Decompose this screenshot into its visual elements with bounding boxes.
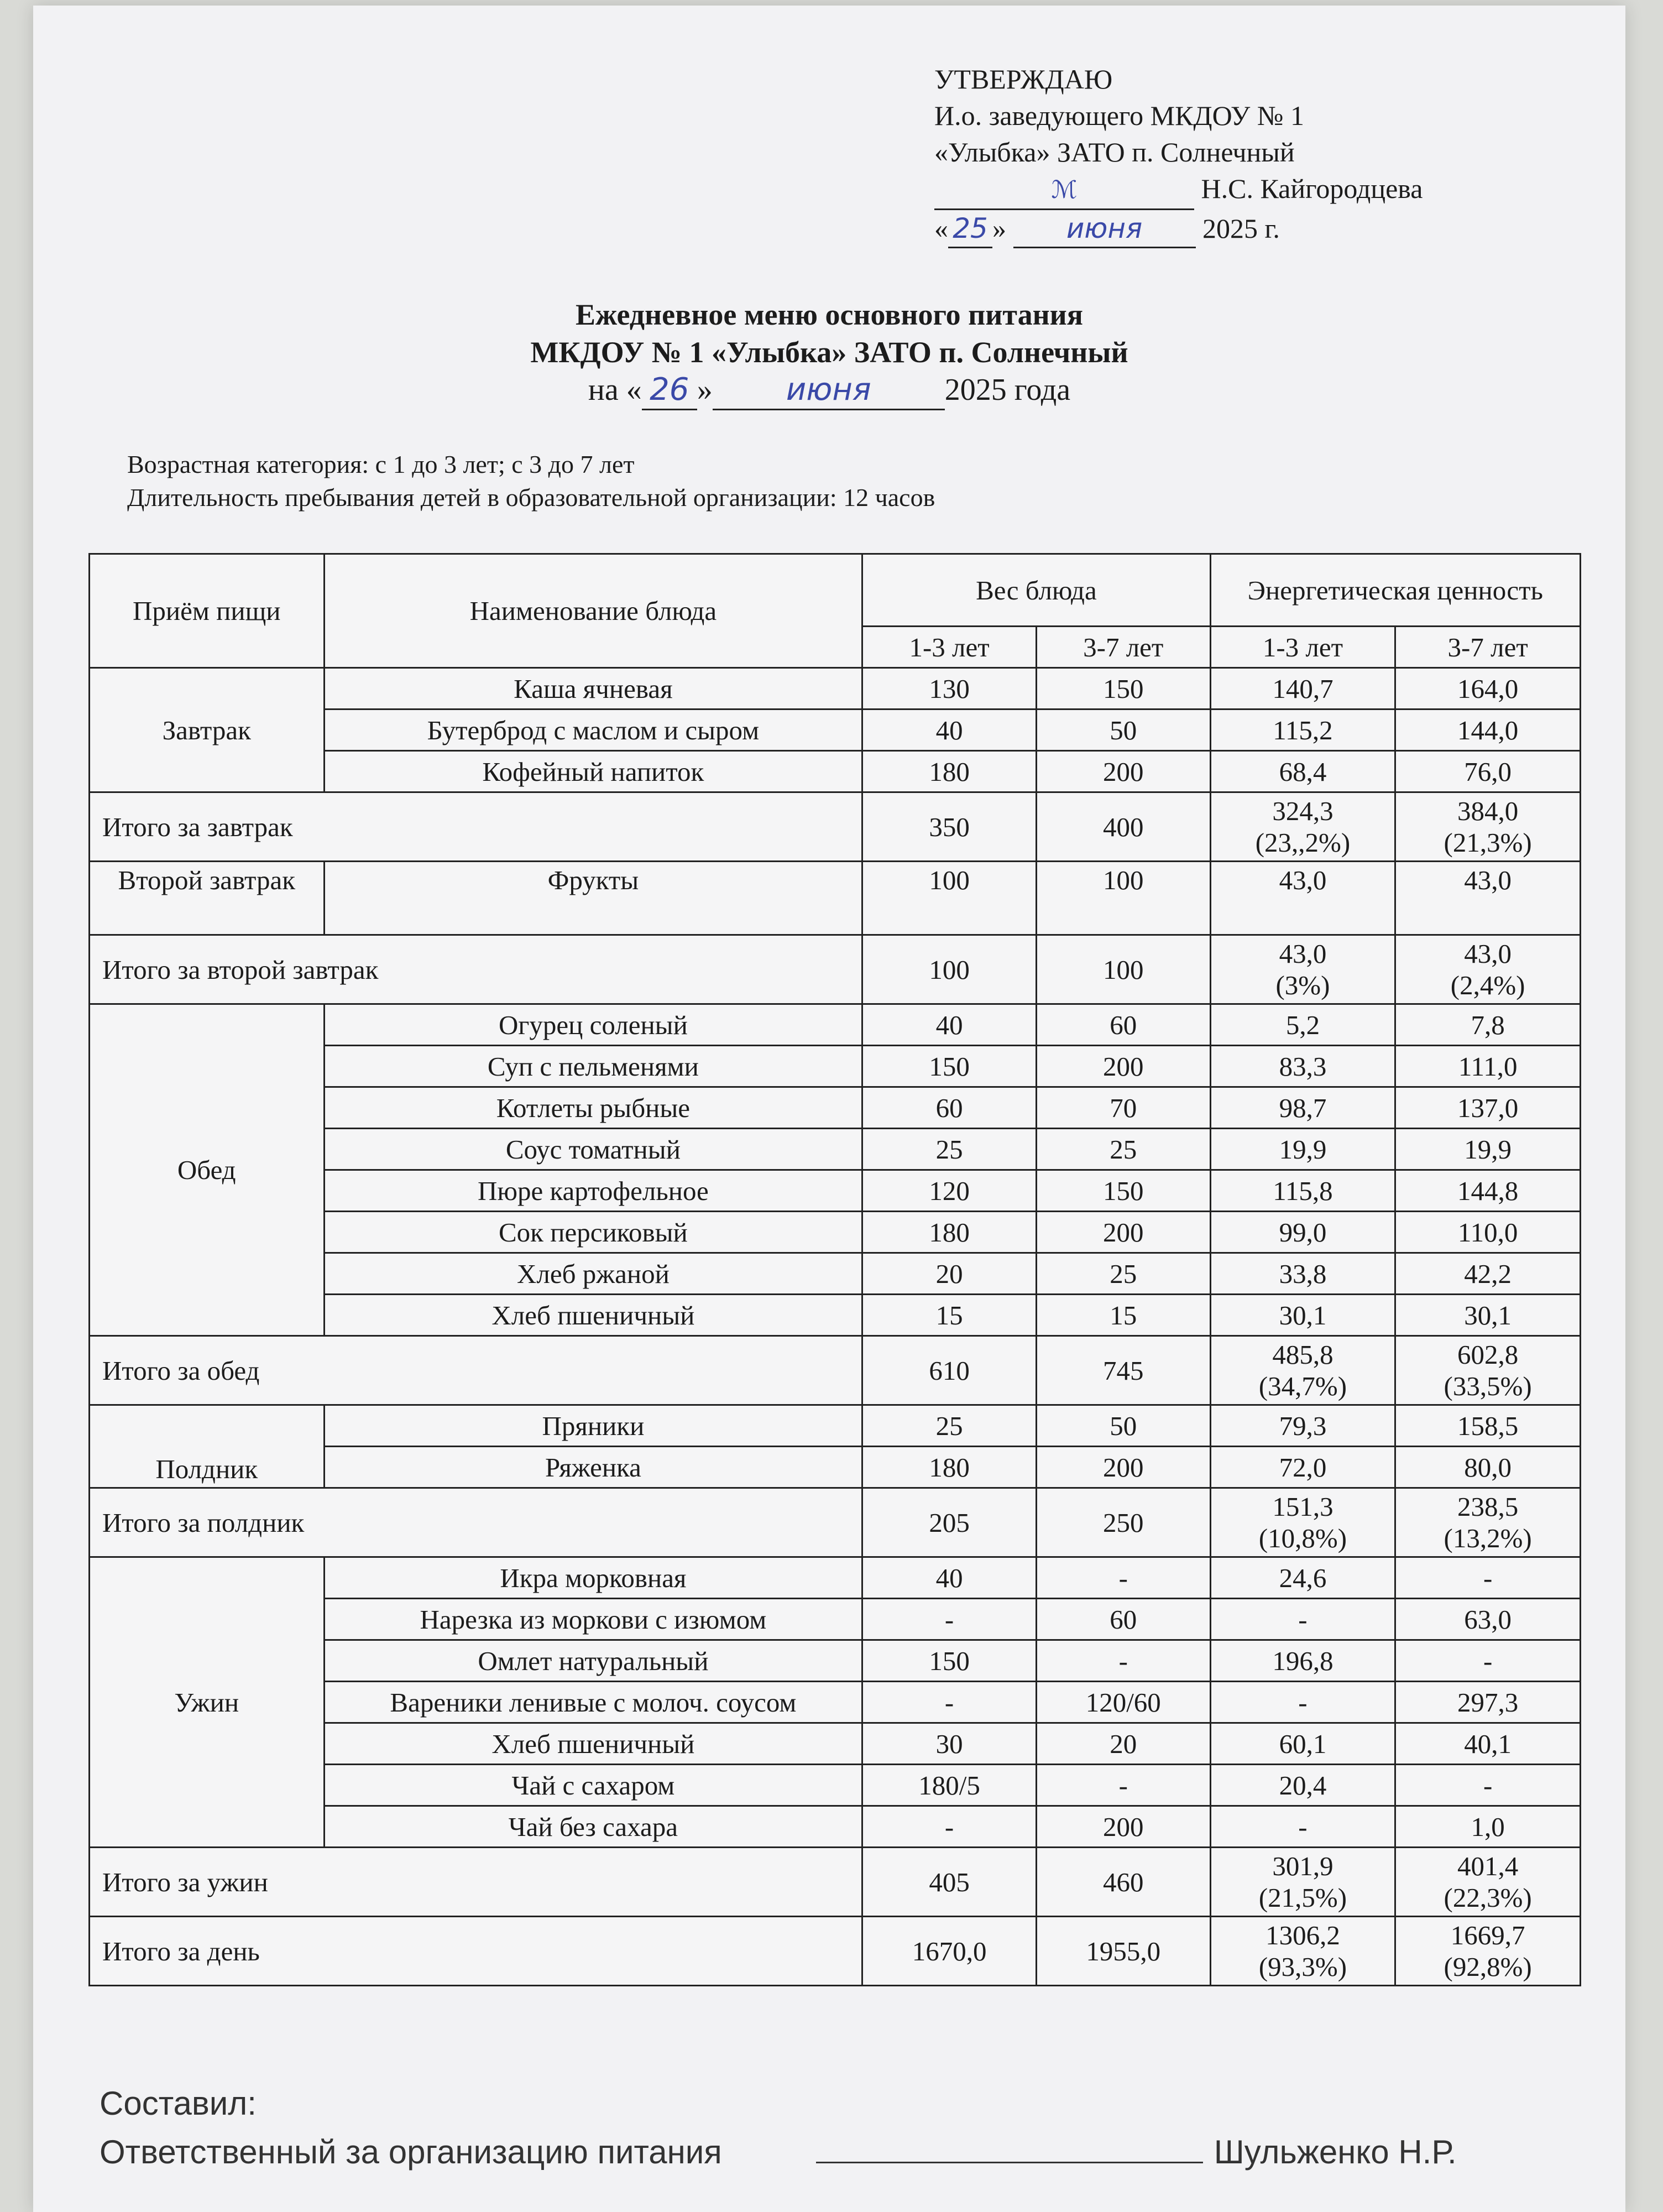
total-energy-value: 1669,7 (1450, 1920, 1525, 1950)
dish-name: Чай без сахара (324, 1806, 862, 1848)
meal-lunch: Обед (90, 1004, 325, 1336)
total-weight-age1: 100 (862, 935, 1037, 1004)
energy-age2: 164,0 (1395, 668, 1581, 709)
total-energy-age2 (1395, 1848, 1581, 1917)
dish-name: Кофейный напиток (324, 751, 862, 792)
approval-heading: УТВЕРЖДАЮ (934, 64, 1113, 95)
weight-age2: 100 (1036, 862, 1210, 935)
stay-duration: Длительность пребывания детей в образовательной организации: 12 часов (127, 483, 935, 512)
weight-age1: 15 (862, 1295, 1037, 1336)
approval-day: 25 (953, 212, 988, 244)
dish-name: Сок персиковый (324, 1212, 862, 1253)
energy-age2: 30,1 (1395, 1295, 1581, 1336)
meal-breakfast: Завтрак (90, 668, 325, 792)
title-date (33, 371, 1625, 410)
weight-age2: 25 (1036, 1253, 1210, 1295)
energy-age2: 40,1 (1395, 1723, 1581, 1765)
total-energy-age2 (1395, 1917, 1581, 1986)
total-energy-age2 (1395, 1336, 1581, 1405)
total-energy-value: 238,5 (1457, 1491, 1519, 1522)
energy-age1: - (1210, 1682, 1395, 1723)
total-row-day (90, 1917, 1581, 1986)
weight-age1: 180/5 (862, 1765, 1037, 1806)
weight-age2: 60 (1036, 1004, 1210, 1046)
meal-second-breakfast: Второй завтрак (90, 862, 325, 935)
title-day-blank (642, 371, 697, 410)
approval-year: 2025 г. (1202, 213, 1280, 244)
table-row (90, 1557, 1581, 1599)
total-weight-age1: 350 (862, 792, 1037, 862)
dish-name: Нарезка из моркови с изюмом (324, 1599, 862, 1640)
energy-age2: 1,0 (1395, 1806, 1581, 1848)
total-energy-value: 301,9 (1272, 1851, 1333, 1881)
header-weight: Вес блюда (862, 554, 1210, 627)
table-row (90, 1004, 1581, 1046)
approval-position: И.о. заведующего МКДОУ № 1 (934, 100, 1304, 131)
total-energy-percent: (93,3%) (1258, 1952, 1347, 1982)
dish-name: Вареники ленивые с молоч. соусом (324, 1682, 862, 1723)
dish-name: Котлеты рыбные (324, 1087, 862, 1129)
approval-block (934, 61, 1423, 248)
weight-age2: 150 (1036, 1170, 1210, 1212)
energy-age1: 24,6 (1210, 1557, 1395, 1599)
dish-name: Ряженка (324, 1447, 862, 1488)
energy-age2: 63,0 (1395, 1599, 1581, 1640)
title-line-1: Ежедневное меню основного питания (575, 298, 1084, 331)
signature-line (816, 2162, 1203, 2163)
table-row (90, 862, 1581, 935)
energy-age2: 42,2 (1395, 1253, 1581, 1295)
total-energy-age2 (1395, 1488, 1581, 1557)
weight-age2: 200 (1036, 1046, 1210, 1087)
meal-snack: Полдник (90, 1405, 325, 1488)
total-label: Итого за обед (90, 1336, 862, 1405)
energy-age1: 33,8 (1210, 1253, 1395, 1295)
weight-age1: - (862, 1682, 1037, 1723)
weight-age1: 180 (862, 1447, 1037, 1488)
signature-blank (934, 170, 1194, 210)
dish-name: Огурец соленый (324, 1004, 862, 1046)
weight-age1: 180 (862, 1212, 1037, 1253)
meal-dinner: Ужин (90, 1557, 325, 1848)
energy-age2: 7,8 (1395, 1004, 1581, 1046)
total-weight-age1: 205 (862, 1488, 1037, 1557)
approval-month-blank (1013, 210, 1196, 248)
energy-age2: 144,8 (1395, 1170, 1581, 1212)
responsible-name: Шульженко Н.Р. (1214, 2133, 1457, 2171)
total-weight-age2: 745 (1036, 1336, 1210, 1405)
menu-table (88, 553, 1581, 1986)
weight-age2: 15 (1036, 1295, 1210, 1336)
dish-name: Хлеб пшеничный (324, 1723, 862, 1765)
total-energy-percent: (34,7%) (1258, 1371, 1347, 1401)
dish-name: Хлеб ржаной (324, 1253, 862, 1295)
total-row-dinner (90, 1848, 1581, 1917)
energy-age2: - (1395, 1557, 1581, 1599)
energy-age1: 140,7 (1210, 668, 1395, 709)
total-energy-age1 (1210, 935, 1395, 1004)
energy-age2: 43,0 (1395, 862, 1581, 935)
total-weight-age2: 460 (1036, 1848, 1210, 1917)
header-weight-age1: 1-3 лет (862, 627, 1037, 668)
energy-age1: 99,0 (1210, 1212, 1395, 1253)
energy-age1: 83,3 (1210, 1046, 1395, 1087)
weight-age1: 130 (862, 668, 1037, 709)
header-dish: Наименование блюда (324, 554, 862, 668)
header-weight-age2: 3-7 лет (1036, 627, 1210, 668)
weight-age1: 25 (862, 1129, 1037, 1170)
energy-age1: - (1210, 1599, 1395, 1640)
responsible-signature-row (100, 2128, 1457, 2177)
weight-age2: 200 (1036, 1212, 1210, 1253)
energy-age1: - (1210, 1806, 1395, 1848)
total-energy-age1 (1210, 1336, 1395, 1405)
energy-age2: 158,5 (1395, 1405, 1581, 1447)
energy-age2: 80,0 (1395, 1447, 1581, 1488)
weight-age1: 180 (862, 751, 1037, 792)
energy-age2: 144,0 (1395, 709, 1581, 751)
total-energy-percent: (22,3%) (1444, 1882, 1532, 1913)
weight-age1: 150 (862, 1046, 1037, 1087)
energy-age2: 19,9 (1395, 1129, 1581, 1170)
total-energy-percent: (23,,2%) (1255, 827, 1351, 858)
total-energy-age2 (1395, 792, 1581, 862)
title-day: 26 (650, 372, 689, 408)
approval-date: « 25 » июня 2025 г. (934, 210, 1423, 248)
total-weight-age2: 250 (1036, 1488, 1210, 1557)
total-energy-age1 (1210, 792, 1395, 862)
handwritten-signature: ℳ (1051, 176, 1078, 204)
weight-age1: 100 (862, 862, 1037, 935)
weight-age2: - (1036, 1557, 1210, 1599)
total-energy-percent: (33,5%) (1444, 1371, 1532, 1401)
title-line-2: МКДОУ № 1 «Улыбка» ЗАТО п. Солнечный (530, 336, 1128, 369)
energy-age1: 196,8 (1210, 1640, 1395, 1682)
energy-age2: - (1395, 1765, 1581, 1806)
weight-age2: 70 (1036, 1087, 1210, 1129)
weight-age2: - (1036, 1765, 1210, 1806)
weight-age1: 40 (862, 1004, 1037, 1046)
dish-name: Соус томатный (324, 1129, 862, 1170)
header-row (90, 554, 1581, 627)
weight-age1: 25 (862, 1405, 1037, 1447)
title-month: июня (786, 372, 871, 408)
energy-age2: 110,0 (1395, 1212, 1581, 1253)
approval-month: июня (1066, 212, 1143, 244)
total-energy-percent: (2,4%) (1450, 970, 1525, 1000)
weight-age2: 200 (1036, 1806, 1210, 1848)
header-energy-age2: 3-7 лет (1395, 627, 1581, 668)
approval-signer: Н.С. Кайгородцева (1201, 173, 1423, 204)
weight-age1: 40 (862, 1557, 1037, 1599)
title-year: 2025 года (944, 373, 1071, 407)
energy-age2: 137,0 (1395, 1087, 1581, 1129)
energy-age2: - (1395, 1640, 1581, 1682)
total-row-second-breakfast (90, 935, 1581, 1004)
total-energy-age1 (1210, 1917, 1395, 1986)
total-energy-percent: (21,3%) (1444, 827, 1532, 858)
weight-age1: 30 (862, 1723, 1037, 1765)
weight-age2: 200 (1036, 751, 1210, 792)
total-energy-percent: (92,8%) (1444, 1952, 1532, 1982)
total-label: Итого за ужин (90, 1848, 862, 1917)
approval-day-blank (948, 210, 992, 248)
weight-age2: 60 (1036, 1599, 1210, 1640)
dish-name: Бутерброд с маслом и сыром (324, 709, 862, 751)
age-category: Возрастная категория: с 1 до 3 лет; с 3 до 7 лет (127, 450, 635, 478)
responsible-role: Ответственный за организацию питания (100, 2133, 722, 2171)
energy-age1: 43,0 (1210, 862, 1395, 935)
total-energy-age1 (1210, 1488, 1395, 1557)
weight-age2: 50 (1036, 709, 1210, 751)
energy-age1: 79,3 (1210, 1405, 1395, 1447)
weight-age2: 50 (1036, 1405, 1210, 1447)
approval-org: «Улыбка» ЗАТО п. Солнечный (934, 137, 1295, 168)
weight-age2: 25 (1036, 1129, 1210, 1170)
header-meal: Приём пищи (90, 554, 325, 668)
title-date-prefix: на « (588, 373, 642, 407)
weight-age2: 200 (1036, 1447, 1210, 1488)
total-weight-age2: 400 (1036, 792, 1210, 862)
dish-name: Пряники (324, 1405, 862, 1447)
total-weight-age1: 405 (862, 1848, 1037, 1917)
title-date-mid: » (697, 373, 713, 407)
energy-age1: 72,0 (1210, 1447, 1395, 1488)
dish-name: Пюре картофельное (324, 1170, 862, 1212)
energy-age1: 30,1 (1210, 1295, 1395, 1336)
total-energy-value: 1306,2 (1265, 1920, 1340, 1950)
total-energy-percent: (21,5%) (1258, 1882, 1347, 1913)
document-title (33, 296, 1625, 410)
energy-age1: 98,7 (1210, 1087, 1395, 1129)
total-weight-age2: 100 (1036, 935, 1210, 1004)
weight-age2: 20 (1036, 1723, 1210, 1765)
energy-age1: 5,2 (1210, 1004, 1395, 1046)
header-energy: Энергетическая ценность (1210, 554, 1580, 627)
dish-name: Хлеб пшеничный (324, 1295, 862, 1336)
table-row (90, 1405, 1581, 1447)
table-row (90, 668, 1581, 709)
total-energy-percent: (10,8%) (1258, 1523, 1347, 1553)
total-row-breakfast (90, 792, 1581, 862)
weight-age1: 40 (862, 709, 1037, 751)
total-energy-percent: (13,2%) (1444, 1523, 1532, 1553)
approval-signature-line (934, 170, 1423, 210)
weight-age2: 120/60 (1036, 1682, 1210, 1723)
total-energy-value: 401,4 (1457, 1851, 1519, 1881)
total-energy-percent: (3%) (1275, 970, 1330, 1000)
energy-age1: 60,1 (1210, 1723, 1395, 1765)
total-label: Итого за завтрак (90, 792, 862, 862)
dish-name: Суп с пельменями (324, 1046, 862, 1087)
weight-age1: 150 (862, 1640, 1037, 1682)
weight-age1: - (862, 1599, 1037, 1640)
dish-name: Омлет натуральный (324, 1640, 862, 1682)
energy-age1: 19,9 (1210, 1129, 1395, 1170)
total-label: Итого за полдник (90, 1488, 862, 1557)
total-row-snack (90, 1488, 1581, 1557)
total-energy-value: 602,8 (1457, 1339, 1519, 1370)
header-energy-age1: 1-3 лет (1210, 627, 1395, 668)
energy-age2: 76,0 (1395, 751, 1581, 792)
total-energy-value: 43,0 (1279, 938, 1327, 969)
weight-age2: - (1036, 1640, 1210, 1682)
weight-age1: 120 (862, 1170, 1037, 1212)
energy-age1: 20,4 (1210, 1765, 1395, 1806)
total-energy-value: 485,8 (1272, 1339, 1333, 1370)
total-weight-age1: 1670,0 (862, 1917, 1037, 1986)
energy-age1: 115,8 (1210, 1170, 1395, 1212)
dish-name: Икра морковная (324, 1557, 862, 1599)
weight-age1: 60 (862, 1087, 1037, 1129)
total-weight-age1: 610 (862, 1336, 1037, 1405)
total-energy-value: 384,0 (1457, 796, 1519, 826)
compiled-label: Составил: (100, 2085, 257, 2122)
dish-name: Чай с сахаром (324, 1765, 862, 1806)
total-label: Итого за второй завтрак (90, 935, 862, 1004)
weight-age1: - (862, 1806, 1037, 1848)
menu-sheet (33, 6, 1625, 2212)
total-energy-age1 (1210, 1848, 1395, 1917)
energy-age2: 111,0 (1395, 1046, 1581, 1087)
title-month-blank (713, 371, 945, 410)
info-block (127, 448, 935, 514)
dish-name: Фрукты (324, 862, 862, 935)
total-energy-value: 324,3 (1272, 796, 1333, 826)
weight-age1: 20 (862, 1253, 1037, 1295)
total-energy-value: 43,0 (1464, 938, 1512, 969)
total-energy-age2 (1395, 935, 1581, 1004)
energy-age1: 115,2 (1210, 709, 1395, 751)
weight-age2: 150 (1036, 668, 1210, 709)
total-energy-value: 151,3 (1272, 1491, 1333, 1522)
dish-name: Каша ячневая (324, 668, 862, 709)
energy-age2: 297,3 (1395, 1682, 1581, 1723)
total-row-lunch (90, 1336, 1581, 1405)
total-label: Итого за день (90, 1917, 862, 1986)
total-weight-age2: 1955,0 (1036, 1917, 1210, 1986)
energy-age1: 68,4 (1210, 751, 1395, 792)
footer-block (100, 2079, 1457, 2177)
